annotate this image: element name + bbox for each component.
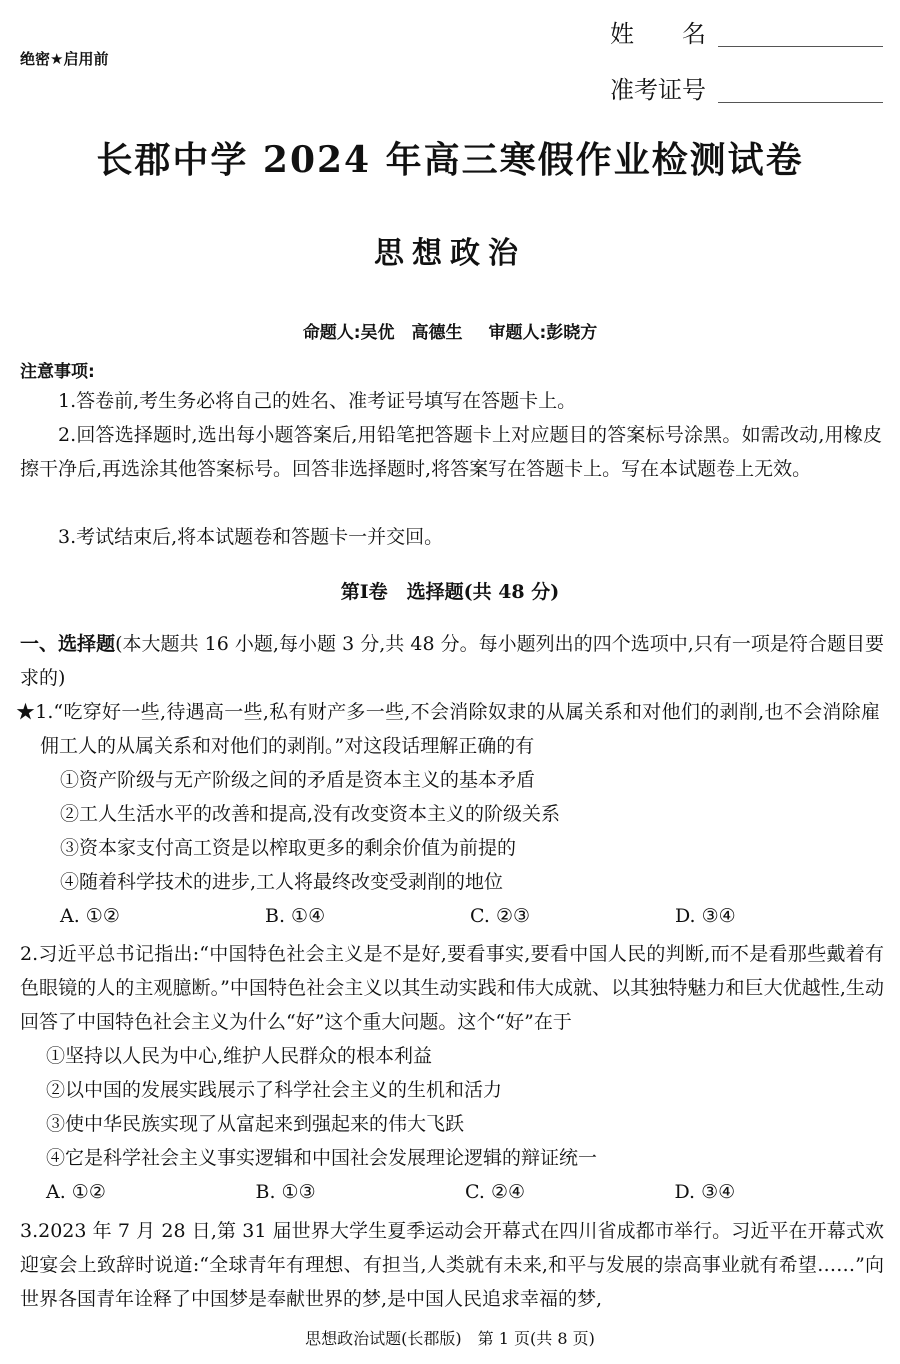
choice-a: A. ①② <box>46 1181 106 1203</box>
confidential-label: 绝密★启用前 <box>20 50 109 68</box>
choices-row <box>60 899 880 933</box>
authors-line <box>0 318 900 343</box>
part-label: 一、选择题 <box>20 633 116 655</box>
notice-item: 2.回答选择题时,选出每小题答案后,用铅笔把答题卡上对应题目的答案标号涂黑。如需改动,用橡皮擦干净后,再选涂其他答案标号。回答非选择题时,将答案写在答题卡上。写在本试题卷上无效。 <box>20 424 882 480</box>
choice-b: B. ①③ <box>255 1181 316 1203</box>
statement-item: ①资产阶级与无产阶级之间的矛盾是资本主义的基本矛盾 <box>60 769 536 791</box>
name-blank <box>718 46 883 47</box>
statement-item: ④它是科学社会主义事实逻辑和中国社会发展理论逻辑的辩证统一 <box>46 1147 598 1169</box>
statement-item: ②工人生活水平的改善和提高,没有改变资本主义的阶级关系 <box>60 803 561 825</box>
statement-item: ③资本家支付高工资是以榨取更多的剩余价值为前提的 <box>60 837 517 859</box>
question-3 <box>20 1214 884 1316</box>
name-label: 姓 名 <box>610 20 706 48</box>
name-field <box>610 14 706 49</box>
part-desc: (本大题共 16 小题,每小题 3 分,共 48 分。每小题列出的四个选项中,只有一项是符合题目要求的) <box>20 633 884 689</box>
choice-b: B. ①④ <box>265 905 326 927</box>
notice-item: 1.答卷前,考生务必将自己的姓名、准考证号填写在答题卡上。 <box>58 390 577 412</box>
statement-item: ②以中国的发展实践展示了科学社会主义的生机和活力 <box>46 1079 503 1101</box>
id-label: 准考证号 <box>610 76 706 104</box>
id-blank <box>718 102 883 103</box>
notice-heading: 注意事项: <box>20 362 95 382</box>
statement-item: ④随着科学技术的进步,工人将最终改变受剥削的地位 <box>60 871 504 893</box>
reviewer: 审题人:彭晓方 <box>488 323 598 343</box>
statement-item: ③使中华民族实现了从富起来到强起来的伟大飞跃 <box>46 1113 465 1135</box>
subject-title: 思想政治 <box>374 236 526 271</box>
choice-a: A. ①② <box>60 905 120 927</box>
section-title: 第Ⅰ卷 选择题(共 48 分) <box>340 581 560 603</box>
exam-title: 长郡中学 2024 年高三寒假作业检测试卷 <box>96 139 804 181</box>
choice-c: C. ②③ <box>470 905 531 927</box>
question-2 <box>20 937 884 1209</box>
notice-item: 3.考试结束后,将本试题卷和答题卡一并交回。 <box>58 526 444 548</box>
choices-row <box>46 1175 884 1209</box>
statement-item: ①坚持以人民为中心,维护人民群众的根本利益 <box>46 1045 433 1067</box>
choice-c: C. ②④ <box>465 1181 526 1203</box>
question-stem: ★1.“吃穿好一些,待遇高一些,私有财产多一些,不会消除奴隶的从属关系和对他们的剥削,也不会消除雇佣工人的从属关系和对他们的剥削。”对这段话理解正确的有 <box>16 701 880 757</box>
setters: 命题人:吴优 高德生 <box>302 323 463 343</box>
question-stem: 3.2023 年 7 月 28 日,第 31 届世界大学生夏季运动会开幕式在四川省成都市举行。习近平在开幕式欢迎宴会上致辞时说道:“全球青年有理想、有担当,人类就有未来,和平与发展的崇高事业就有希望……”向世界各国青年诠释了中国梦是奉献世界的梦,是中国人民追求幸福的梦, <box>20 1220 884 1310</box>
id-field <box>610 70 706 105</box>
choice-d: D. ③④ <box>675 905 736 927</box>
question-stem: 2.习近平总书记指出:“中国特色社会主义是不是好,要看事实,要看中国人民的判断,而不是看那些戴着有色眼镜的人的主观臆断。”中国特色社会主义以其生动实践和伟大成就、以其独特魅力和巨大优越性,生动回答了中国特色社会主义为什么“好”这个重大问题。这个“好”在于 <box>20 943 884 1033</box>
part-intro <box>20 627 884 695</box>
question-1 <box>16 695 880 933</box>
page-footer: 思想政治试题(长郡版) 第 1 页(共 8 页) <box>305 1329 595 1348</box>
choice-d: D. ③④ <box>674 1181 736 1203</box>
